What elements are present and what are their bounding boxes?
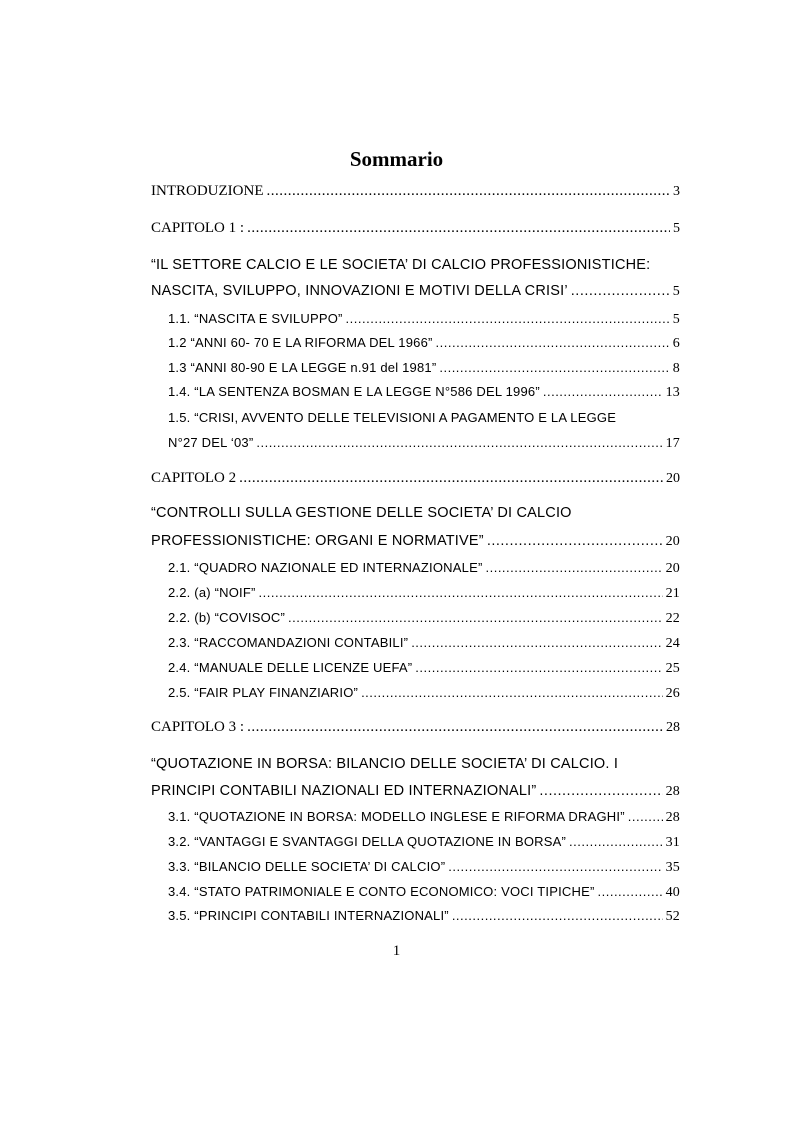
toc-entry-section-2-2a[interactable]: [168, 583, 680, 604]
toc-entry-label: NASCITA, SVILUPPO, INNOVAZIONI E MOTIVI DELLA CRISI’: [151, 283, 568, 299]
toc-dot-leader: [259, 583, 663, 603]
toc-page-number: 20: [665, 561, 680, 576]
page-title: Sommario: [349, 147, 444, 171]
toc-dot-leader: [256, 433, 662, 453]
toc-entry-label: 2.2. (a) “NOIF”: [168, 585, 256, 600]
toc-entry-label: N°27 DEL ‘03”: [168, 435, 254, 450]
toc-entry-section-3-1[interactable]: [168, 807, 680, 828]
toc-entry-section-2-2b[interactable]: [168, 608, 680, 629]
toc-dot-leader: [628, 807, 663, 827]
toc-dot-leader: [539, 781, 662, 801]
toc-page-number: 17: [665, 436, 680, 451]
toc-entry-chapter-3-title-line-2[interactable]: [151, 781, 680, 802]
toc-entry-label: 2.5. “FAIR PLAY FINANZIARIO”: [168, 685, 359, 700]
toc-page-number: 28: [666, 720, 680, 735]
toc-dot-leader: [571, 281, 670, 301]
toc-entry-capitolo-1[interactable]: [151, 218, 680, 239]
toc-entry-chapter-2-title-line-1[interactable]: [151, 503, 680, 523]
toc-entry-section-1-5-line-1[interactable]: [168, 408, 680, 428]
toc-entry-chapter-3-title-line-1[interactable]: [151, 754, 680, 774]
toc-entry-label: CAPITOLO 3 :: [151, 719, 245, 735]
toc-page-number: 24: [665, 636, 680, 651]
toc-entry-label: 3.4. “STATO PATRIMONIALE E CONTO ECONOMICO: VOCI TIPICHE”: [168, 884, 595, 899]
toc-entry-section-2-4[interactable]: [168, 658, 680, 679]
toc-entry-chapter-2-title-line-2[interactable]: [151, 531, 680, 552]
toc-entry-section-1-2[interactable]: [168, 333, 680, 354]
toc-dot-leader: [411, 633, 662, 653]
toc-dot-leader: [361, 683, 663, 703]
toc-page-number: 22: [665, 611, 680, 626]
toc-entry-chapter-1-title-line-1[interactable]: [151, 255, 680, 275]
toc-entry-section-3-4[interactable]: [168, 882, 680, 903]
toc-entry-section-3-2[interactable]: [168, 832, 680, 853]
toc-page-number: 20: [666, 471, 680, 486]
toc-entry-label: 2.4. “MANUALE DELLE LICENZE UEFA”: [168, 660, 413, 675]
toc-page-number: 25: [665, 661, 680, 676]
toc-page-number: 40: [665, 885, 680, 900]
toc-entry-label: 2.2. (b) “COVISOC”: [168, 610, 286, 625]
toc-entry-section-1-5-line-2[interactable]: [168, 433, 680, 454]
toc-page-number: 8: [672, 361, 680, 376]
toc-dot-leader: [247, 218, 670, 238]
toc-dot-leader: [452, 906, 663, 926]
toc-page-number: 20: [665, 534, 680, 549]
toc-entry-label: CAPITOLO 1 :: [151, 220, 245, 236]
toc-entry-section-1-1[interactable]: [168, 309, 680, 330]
toc-entry-section-3-5[interactable]: [168, 906, 680, 927]
toc-entry-section-2-3[interactable]: [168, 633, 680, 654]
toc-page-number: 52: [665, 909, 680, 924]
toc-page-number: 28: [665, 784, 680, 799]
toc-entry-label: 1.1. “NASCITA E SVILUPPO”: [168, 311, 343, 326]
toc-entry-label: 1.5. “CRISI, AVVENTO DELLE TELEVISIONI A PAGAMENTO E LA LEGGE: [168, 410, 617, 425]
toc-page-number: 5: [672, 312, 680, 327]
toc-dot-leader: [436, 333, 670, 353]
toc-dot-leader: [448, 857, 662, 877]
toc-entry-capitolo-3[interactable]: [151, 717, 680, 738]
toc-dot-leader: [543, 382, 663, 402]
toc-entry-label: 3.5. “PRINCIPI CONTABILI INTERNAZIONALI”: [168, 908, 449, 923]
toc-entry-label: 1.4. “LA SENTENZA BOSMAN E LA LEGGE N°586 DEL 1996”: [168, 384, 540, 399]
toc-entry-label: 1.3 “ANNI 80-90 E LA LEGGE n.91 del 1981”: [168, 360, 437, 375]
toc-dot-leader: [569, 832, 663, 852]
toc-dot-leader: [485, 558, 662, 578]
toc-dot-leader: [598, 882, 663, 902]
toc-entry-label: 3.2. “VANTAGGI E SVANTAGGI DELLA QUOTAZIONE IN BORSA”: [168, 834, 567, 849]
toc-entry-label: 2.1. “QUADRO NAZIONALE ED INTERNAZIONALE”: [168, 560, 483, 575]
toc-entry-section-2-5[interactable]: [168, 683, 680, 704]
toc-entry-label: 3.3. “BILANCIO DELLE SOCIETA’ DI CALCIO”: [168, 859, 446, 874]
toc-dot-leader: [415, 658, 662, 678]
toc-entry-label: INTRODUZIONE: [151, 183, 264, 199]
toc-entry-section-1-4[interactable]: [168, 382, 680, 403]
footer-page-number: 1: [392, 943, 401, 959]
toc-entry-label: 2.3. “RACCOMANDAZIONI CONTABILI”: [168, 635, 409, 650]
toc-dot-leader: [266, 181, 670, 201]
toc-page-number: 3: [673, 184, 680, 199]
toc-page-number: 13: [665, 385, 680, 400]
toc-entry-label: “QUOTAZIONE IN BORSA: BILANCIO DELLE SOCIETA’ DI CALCIO. I: [151, 756, 619, 772]
toc-entry-capitolo-2[interactable]: [151, 468, 680, 489]
toc-entry-chapter-1-title-line-2[interactable]: [151, 281, 680, 302]
toc-entry-label: PRINCIPI CONTABILI NAZIONALI ED INTERNAZIONALI”: [151, 783, 537, 799]
toc-entry-label: PROFESSIONISTICHE: ORGANI E NORMATIVE”: [151, 533, 484, 549]
toc-entry-label: 1.2 “ANNI 60- 70 E LA RIFORMA DEL 1966”: [168, 335, 433, 350]
toc-entry-section-1-3[interactable]: [168, 358, 680, 379]
toc-dot-leader: [239, 468, 663, 488]
toc-entry-label: “IL SETTORE CALCIO E LE SOCIETA’ DI CALCIO PROFESSIONISTICHE:: [151, 257, 651, 273]
toc-entry-section-3-3[interactable]: [168, 857, 680, 878]
toc-dot-leader: [439, 358, 669, 378]
toc-page-number: 5: [672, 284, 680, 299]
toc-page-number: 26: [665, 686, 680, 701]
toc-entry-label: “CONTROLLI SULLA GESTIONE DELLE SOCIETA’ DI CALCIO: [151, 505, 572, 521]
toc-dot-leader: [346, 309, 670, 329]
toc-entry-section-2-1[interactable]: [168, 558, 680, 579]
toc-entry-label: 3.1. “QUOTAZIONE IN BORSA: MODELLO INGLESE E RIFORMA DRAGHI”: [168, 809, 625, 824]
toc-page-number: 5: [673, 221, 680, 236]
toc-page-number: 21: [665, 586, 680, 601]
toc-entry-label: CAPITOLO 2: [151, 470, 237, 486]
toc-page-number: 6: [672, 336, 680, 351]
toc-dot-leader: [487, 531, 663, 551]
toc-page-number: 28: [665, 810, 680, 825]
toc-entry-introduzione[interactable]: [151, 181, 680, 202]
toc-page-number: 35: [665, 860, 680, 875]
toc-dot-leader: [288, 608, 663, 628]
toc-page-number: 31: [665, 835, 680, 850]
toc-dot-leader: [247, 717, 663, 737]
